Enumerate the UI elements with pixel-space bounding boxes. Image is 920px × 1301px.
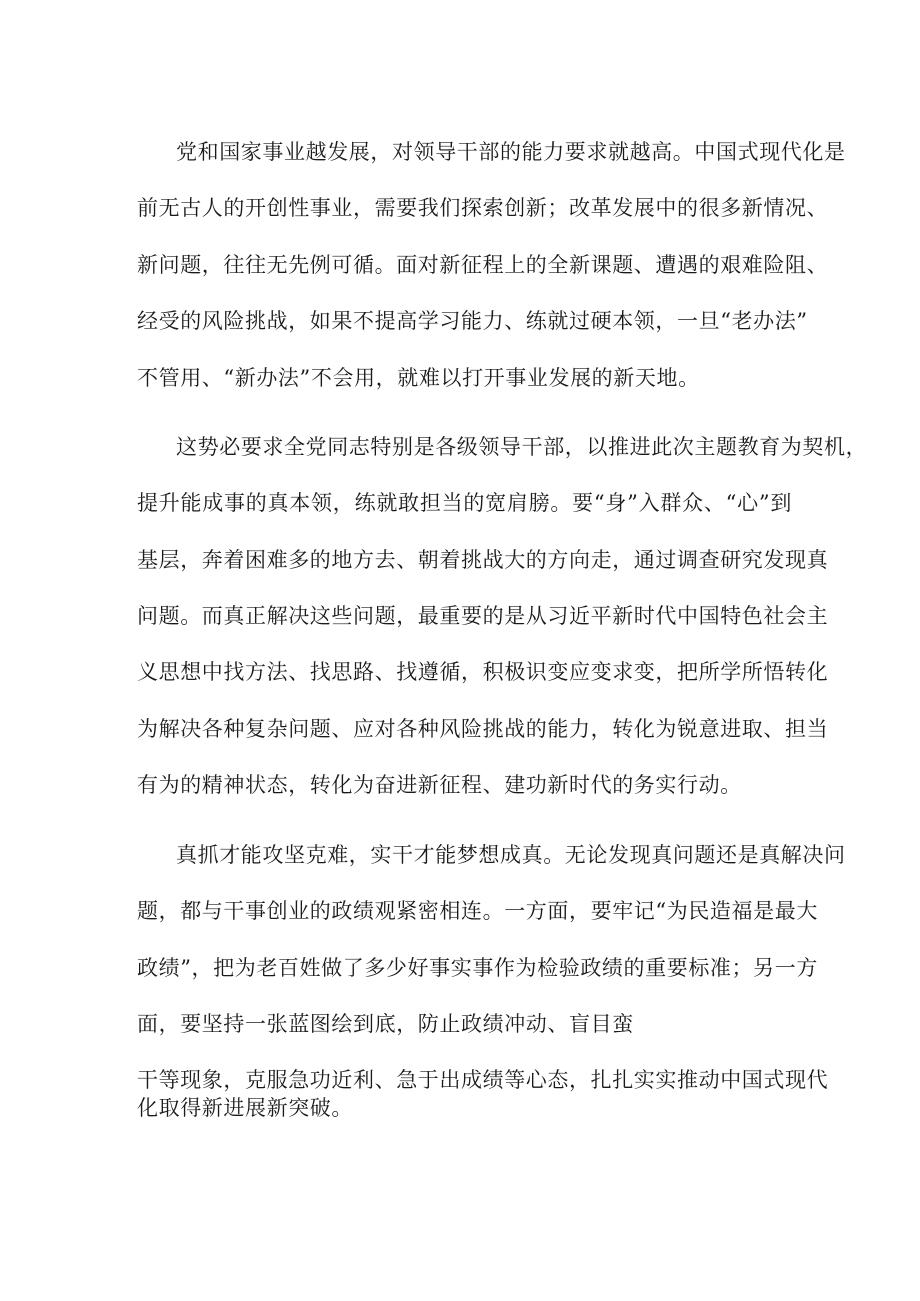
paragraph-3-line-6: 化取得新进展新突破。 — [137, 1096, 353, 1120]
paragraph-2-line-6: 为解决各种复杂问题、应对各种风险挑战的能力，转化为锐意进取、担当 — [137, 717, 829, 741]
paragraph-1-line-5: 不管用、“新办法”不会用，就难以打开事业发展的新天地。 — [137, 366, 700, 390]
paragraph-3-line-2: 题，都与干事创业的政绩观紧密相连。一方面，要牢记“为民造福是最大 — [137, 899, 818, 923]
paragraph-3-line-5: 干等现象，克服急功近利、急于出成绩等心态，扎扎实实推动中国式现代 — [137, 1068, 829, 1092]
paragraph-1-line-2: 前无古人的开创性事业，需要我们探索创新；改革发展中的很多新情况、 — [137, 196, 829, 220]
paragraph-1-line-3: 新问题，往往无先例可循。面对新征程上的全新课题、遭遇的艰难险阻、 — [137, 253, 829, 277]
paragraph-2-line-7: 有为的精神状态，转化为奋进新征程、建功新时代的务实行动。 — [137, 773, 742, 797]
paragraph-2-line-4: 问题。而真正解决这些问题，最重要的是从习近平新时代中国特色社会主 — [137, 604, 829, 628]
paragraph-2-line-1: 这势必要求全党同志特别是各级领导干部，以推进此次主题教育为契机， — [176, 435, 868, 459]
paragraph-3-line-4: 面，要坚持一张蓝图绘到底，防止政绩冲动、盲目蛮 — [137, 1012, 634, 1036]
paragraph-2-line-2: 提升能成事的真本领，练就敢担当的宽肩膀。要“身”入群众、“心”到 — [137, 491, 792, 515]
paragraph-2-line-5: 义思想中找方法、找思路、找遵循，积极识变应变求变，把所学所悟转化 — [137, 660, 829, 684]
paragraph-2-line-3: 基层，奔着困难多的地方去、朝着挑战大的方向走，通过调查研究发现真 — [137, 548, 829, 572]
paragraph-1-line-1: 党和国家事业越发展，对领导干部的能力要求就越高。中国式现代化是 — [176, 140, 846, 164]
paragraph-3-line-3: 政绩”，把为老百姓做了多少好事实事作为检验政绩的重要标准；另一方 — [137, 956, 818, 980]
paragraph-3-line-1: 真抓才能攻坚克难，实干才能梦想成真。无论发现真问题还是真解决问 — [176, 843, 846, 867]
paragraph-1-line-4: 经受的风险挑战，如果不提高学习能力、练就过硬本领，一旦“老办法” — [137, 309, 808, 333]
